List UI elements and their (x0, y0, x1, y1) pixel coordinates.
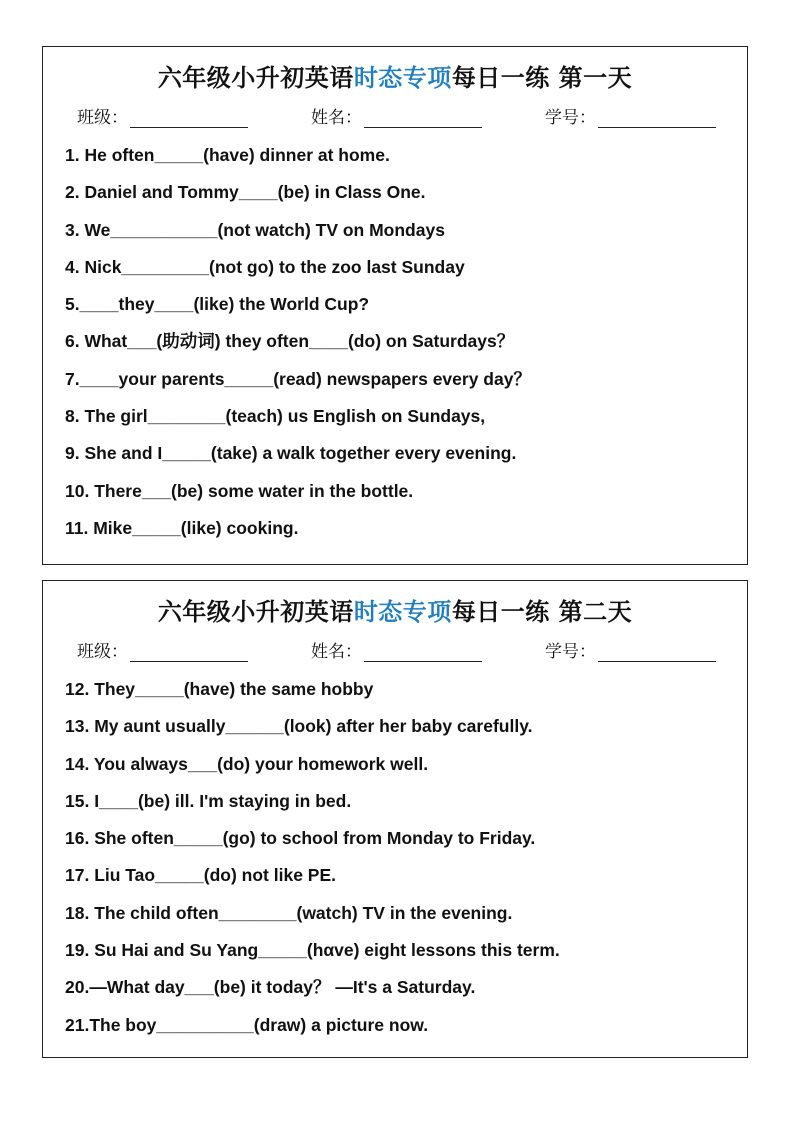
title-main: 六年级小升初英语 (157, 64, 354, 92)
question-item: 9. She and I_____(take) a walk together every evening. (65, 443, 517, 464)
title-accent: 时态专项 (353, 598, 452, 626)
name-blank[interactable] (364, 641, 482, 662)
question-item: 12. They_____(have) the same hobby (65, 679, 374, 699)
student-info-row (43, 637, 747, 665)
student-number-label: 学号： (545, 642, 596, 662)
student-number-field (545, 637, 716, 662)
class-blank[interactable] (130, 107, 248, 128)
question-list (43, 145, 747, 555)
question-item: 3. We___________(not watch) TV on Mondays (65, 219, 445, 240)
question-item: 21.The boy__________(draw) a picture now. (65, 1014, 429, 1035)
title-day: 每日一练 第一天 (451, 64, 633, 92)
name-blank[interactable] (364, 107, 482, 128)
question-item: 6. What___(助动词) they often____(do) on Saturdays？ (65, 331, 515, 352)
question-item: 18. The child often________(watch) TV in the evening. (65, 902, 513, 923)
question-item: 19. Su Hai and Su Yang_____(hαve) eight lessons this term. (65, 940, 560, 961)
title-accent: 时态专项 (353, 64, 452, 92)
question-item: 1. He often_____(have) dinner at home. (65, 145, 390, 165)
worksheet-title (43, 597, 747, 627)
worksheet-day-2 (42, 580, 748, 1058)
class-field (77, 637, 248, 662)
student-number-blank[interactable] (598, 107, 716, 128)
question-item: 7.____your parents_____(read) newspapers every day？ (65, 368, 531, 389)
question-item: 4. Nick_________(not go) to the zoo last Sunday (65, 256, 465, 277)
question-item: 8. The girl________(teach) us English on Sundays, (65, 406, 486, 427)
question-item: 17. Liu Tao_____(do) not like PE. (65, 865, 336, 886)
name-label: 姓名： (311, 642, 362, 662)
student-number-label: 学号： (545, 108, 596, 128)
name-field (311, 637, 482, 662)
student-number-field (545, 103, 716, 128)
question-item: 14. You always___(do) your homework well. (65, 753, 429, 774)
question-item: 5.____they____(like) the World Cup? (65, 294, 370, 315)
question-item: 16. She often_____(go) to school from Monday to Friday. (65, 828, 536, 849)
question-item: 2. Daniel and Tommy____(be) in Class One. (65, 182, 426, 203)
question-item: 13. My aunt usually______(look) after her baby carefully. (65, 716, 533, 737)
worksheet-day-1 (42, 46, 748, 565)
class-blank[interactable] (130, 641, 248, 662)
name-field (311, 103, 482, 128)
class-field (77, 103, 248, 128)
class-label: 班级： (77, 642, 128, 662)
class-label: 班级： (77, 108, 128, 128)
worksheet-title (43, 63, 747, 93)
title-main: 六年级小升初英语 (157, 598, 354, 626)
question-item: 11. Mike_____(like) cooking. (65, 517, 299, 538)
name-label: 姓名： (311, 108, 362, 128)
question-item: 20.—What day___(be) it today？ —It's a Saturday. (65, 977, 476, 998)
student-number-blank[interactable] (598, 641, 716, 662)
student-info-row (43, 103, 747, 131)
question-list (43, 679, 747, 1052)
question-item: 15. I____(be) ill. I'm staying in bed. (65, 790, 352, 811)
title-day: 每日一练 第二天 (451, 598, 633, 626)
question-item: 10. There___(be) some water in the bottle. (65, 480, 414, 501)
